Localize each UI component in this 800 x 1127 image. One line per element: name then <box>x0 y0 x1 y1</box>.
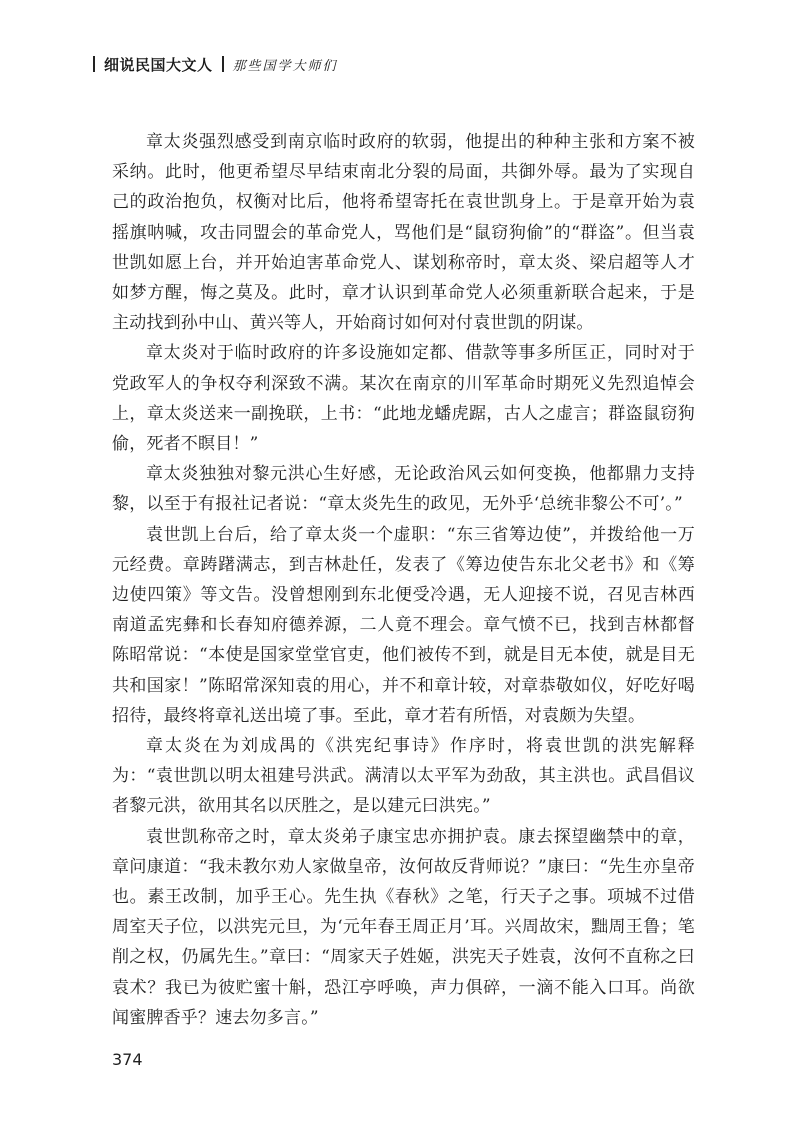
paragraph: 袁世凯上台后，给了章太炎一个虚职：“东三省筹边使”，并拨给他一万元经费。章踌躇满志，到吉林赴任，发表了《筹边使告东北父老书》和《筹边使四策》等文告。没曾想刚到东北便受冷遇，无人迎接不说，召见吉林西南道孟宪彝和长春知府德养源，二人竟不理会。章气愤不已，找到吉林都督陈昭常说：“本使是国家堂堂官吏，他们被传不到，就是目无本使，就是目无共和国家！”陈昭常深知袁的用心，并不和章计较，对章恭敬如仪，好吃好喝招待，最终将章礼送出境了事。至此，章才若有所悟，对袁颇为失望。 <box>112 524 695 726</box>
paragraph: 章太炎在为刘成禺的《洪宪纪事诗》作序时，将袁世凯的洪宪解释为：“袁世凯以明太祖建号洪武。满清以太平军为劲敌，其主洪也。武昌倡议者黎元洪，欲用其名以厌胜之，是以建元曰洪宪。” <box>112 736 695 817</box>
body-text <box>112 127 695 1033</box>
book-title: 细说民国大文人 <box>104 55 213 74</box>
running-header <box>93 52 338 76</box>
paragraph: 章太炎强烈感受到南京临时政府的软弱，他提出的种种主张和方案不被采纳。此时，他更希望尽早结束南北分裂的局面，共御外辱。最为了实现自己的政治抱负，权衡对比后，他将希望寄托在袁世凯身上。于是章开始为袁摇旗呐喊，攻击同盟会的革命党人，骂他们是“鼠窃狗偷”的“群盗”。但当袁世凯如愿上台，并开始迫害革命党人、谋划称帝时，章太炎、梁启超等人才如梦方醒，悔之莫及。此时，章才认识到革命党人必须重新联合起来，于是主动找到孙中山、黄兴等人，开始商讨如何对付袁世凯的阴谋。 <box>112 132 695 334</box>
header-divider <box>93 56 95 72</box>
paragraph: 章太炎独独对黎元洪心生好感，无论政治风云如何变换，他都鼎力支持黎，以至于有报社记者说：“章太炎先生的政见，无外乎‘总统非黎公不可’。” <box>112 464 695 515</box>
paragraph: 袁世凯称帝之时，章太炎弟子康宝忠亦拥护袁。康去探望幽禁中的章，章问康道：“我未教尔劝人家做皇帝，汝何故反背师说？”康曰：“先生亦皇帝也。素王改制，加乎王心。先生执《春秋》之笔，行天子之事。项城不过借周室天子位，以洪宪元旦，为‘元年春王周正月’耳。兴周故宋，黜周王鲁；笔削之权，仍属先生。”章曰：“周家天子姓姬，洪宪天子姓袁，汝何不直称之曰袁术？我已为彼贮蜜十斛，恐江亭呼唤，声力俱碎，一滴不能入口耳。尚欲闻蜜脾香乎？速去勿多言。” <box>112 826 695 1028</box>
paragraph: 章太炎对于临时政府的许多设施如定都、借款等事多所匡正，同时对于党政军人的争权夺利深致不满。某次在南京的川军革命时期死义先烈追悼会上，章太炎送来一副挽联，上书：“此地龙蟠虎踞，古人之虚言；群盗鼠窃狗偷，死者不瞑目！” <box>112 343 695 455</box>
header-divider <box>222 56 224 72</box>
chapter-title: 那些国学大师们 <box>232 58 338 74</box>
page-number: 374 <box>112 1050 143 1069</box>
